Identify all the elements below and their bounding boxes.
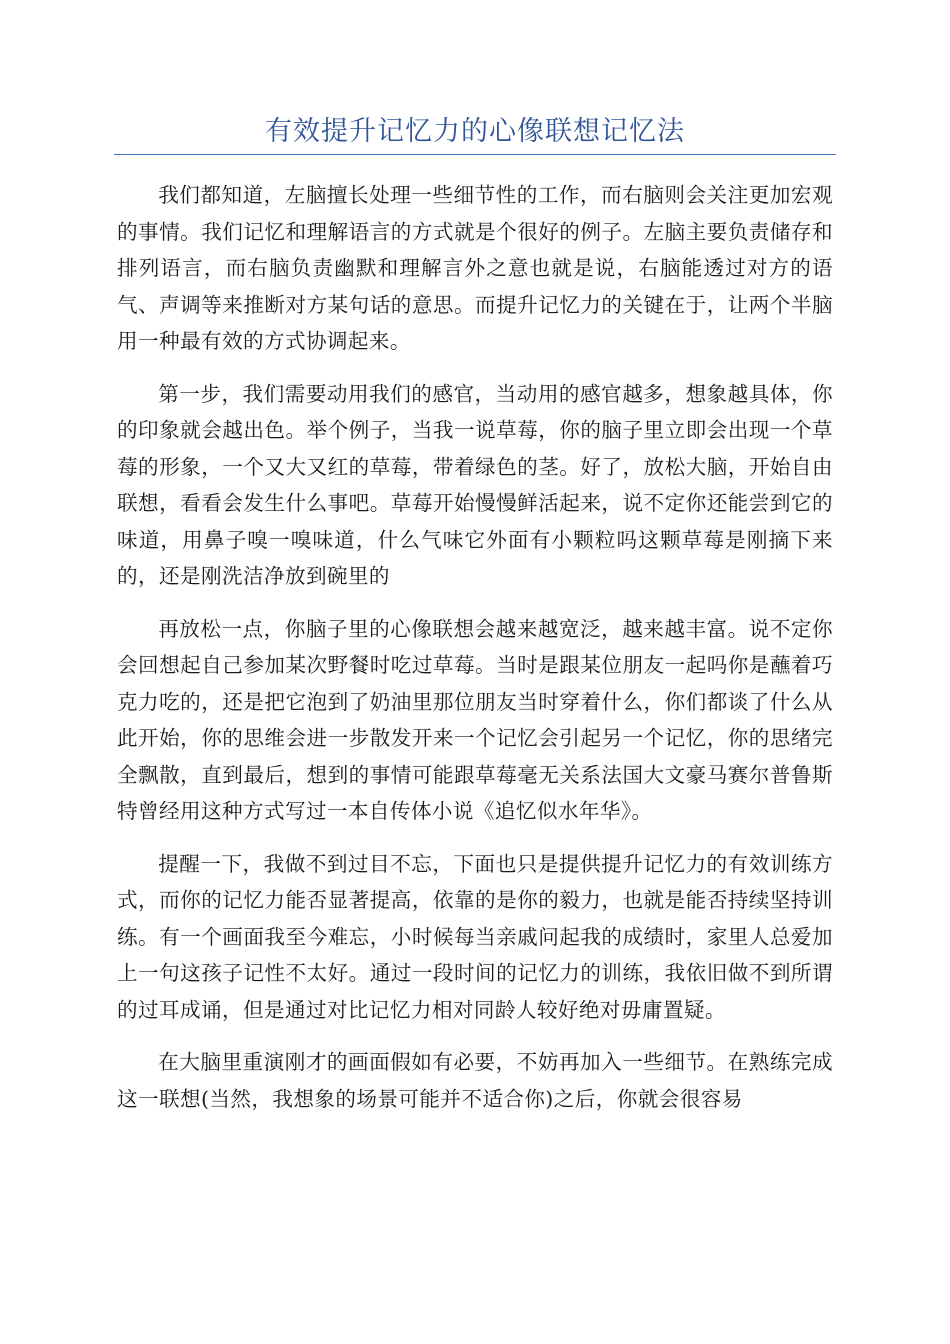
document-title: 有效提升记忆力的心像联想记忆法	[265, 116, 685, 147]
paragraph-2: 第一步，我们需要动用我们的感官，当动用的感官越多，想象越具体，你的印象就会越出色。举个例子，当我一说草莓，你的脑子里立即会出现一个草莓的形象，一个又大又红的草莓，带着绿色的茎。好了，放松大脑，开始自由联想，看看会发生什么事吧。草莓开始慢慢鲜活起来，说不定你还能尝到它的味道，用鼻子嗅一嗅味道，什么气味它外面有小颗粒吗这颗草莓是刚摘下来的，还是刚洗洁净放到碗里的	[117, 381, 833, 588]
paragraph-5: 在大脑里重演刚才的画面假如有必要，不妨再加入一些细节。在熟练完成这一联想(当然，我想象的场景可能并不适合你)之后，你就会很容易	[117, 1050, 833, 1111]
paragraph-3: 再放松一点，你脑子里的心像联想会越来越宽泛，越来越丰富。说不定你会回想起自己参加某次野餐时吃过草莓。当时是跟某位朋友一起吗你是蘸着巧克力吃的，还是把它泡到了奶油里那位朋友当时穿着什么，你们都谈了什么从此开始，你的思维会进一步散发开来一个记忆会引起另一个记忆，你的思绪完全飘散，直到最后，想到的事情可能跟草莓毫无关系法国大文豪马赛尔普鲁斯特曾经用这种方式写过一本自传体小说《追忆似水年华》。	[117, 616, 833, 823]
document-body	[117, 177, 833, 1133]
paragraph-1: 我们都知道，左脑擅长处理一些细节性的工作，而右脑则会关注更加宏观的事情。我们记忆和理解语言的方式就是个很好的例子。左脑主要负责储存和排列语言，而右脑负责幽默和理解言外之意也就是说，右脑能透过对方的语气、声调等来推断对方某句话的意思。而提升记忆力的关键在于，让两个半脑用一种最有效的方式协调起来。	[117, 183, 833, 353]
paragraph-4: 提醒一下，我做不到过目不忘，下面也只是提供提升记忆力的有效训练方式，而你的记忆力能否显著提高，依靠的是你的毅力，也就是能否持续坚持训练。有一个画面我至今难忘，小时候每当亲戚问起我的成绩时，家里人总爱加上一句这孩子记性不太好。通过一段时间的记忆力的训练，我依旧做不到所谓的过耳成诵，但是通过对比记忆力相对同龄人较好绝对毋庸置疑。	[117, 851, 833, 1022]
title-underline-divider	[114, 154, 836, 155]
